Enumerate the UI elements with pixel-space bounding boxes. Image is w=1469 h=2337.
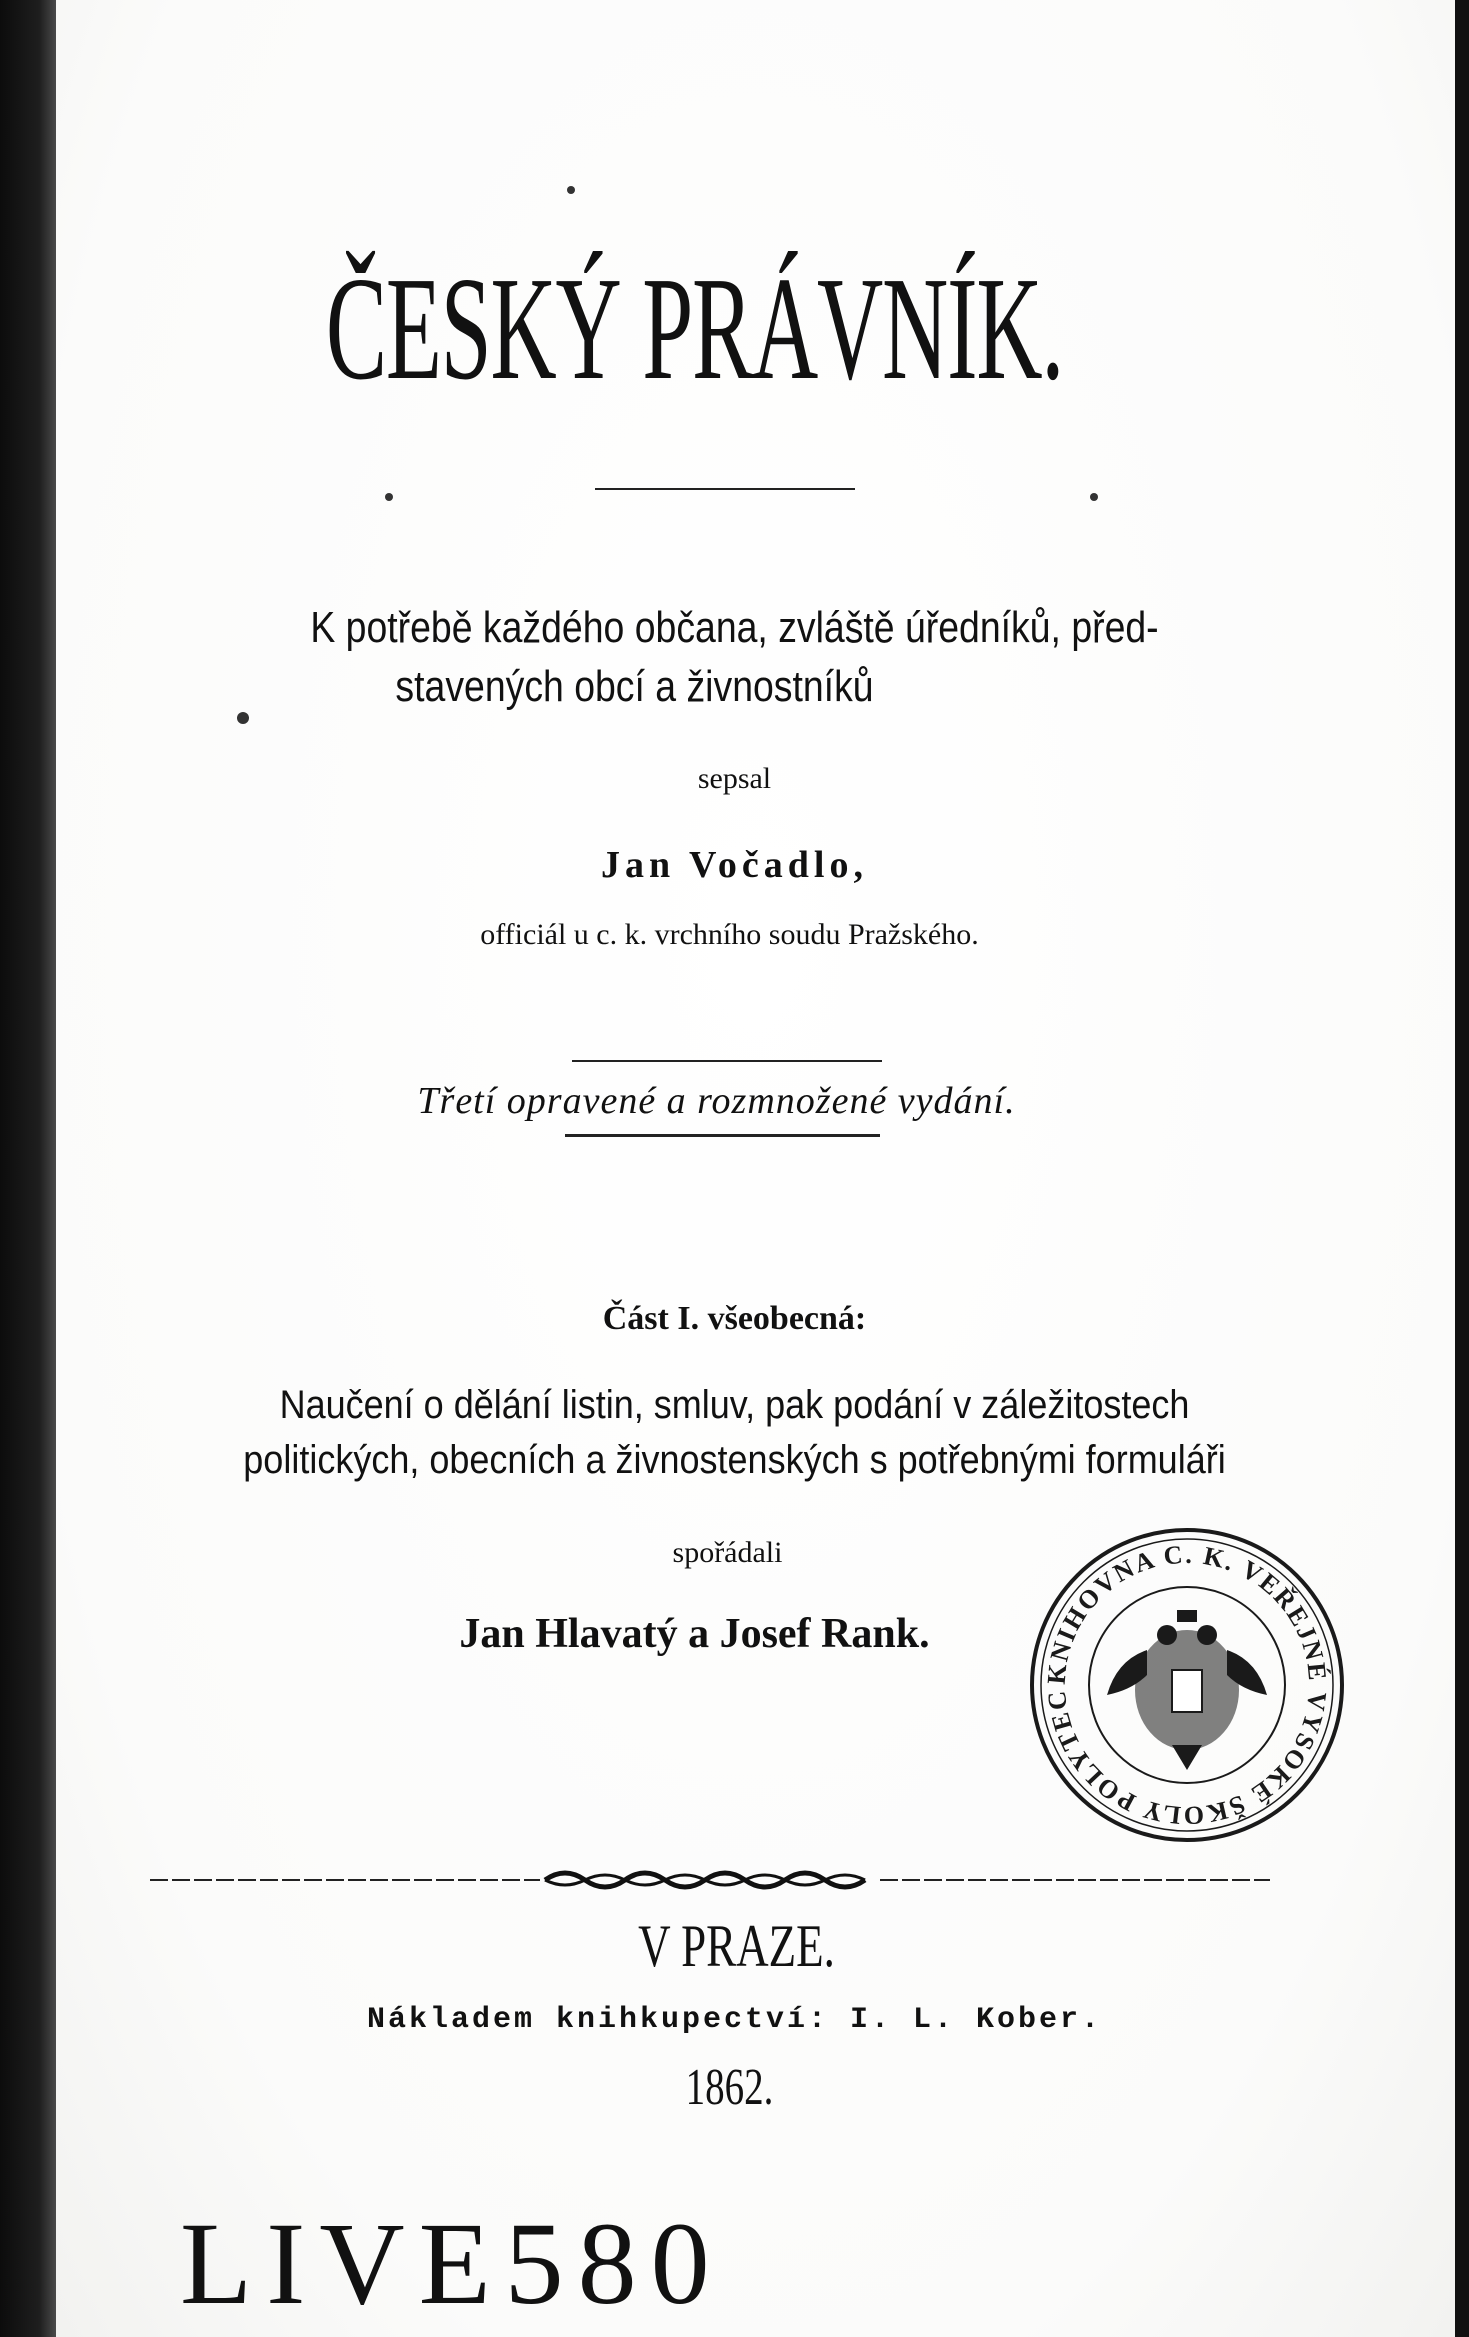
edition-rule-bottom bbox=[565, 1134, 880, 1137]
author-position: officiál u c. k. vrchního soudu Pražského. bbox=[480, 918, 979, 951]
subtitle-line-2: stavených obcí a živnostníků bbox=[395, 662, 874, 711]
ornamental-divider bbox=[150, 1865, 1270, 1895]
book-title: ČESKÝ PRÁVNÍK. bbox=[325, 247, 1064, 411]
speck bbox=[567, 186, 575, 194]
imprint-year: 1862. bbox=[685, 2059, 774, 2116]
library-shelfmark: LIVE580 bbox=[180, 2198, 724, 2329]
speck bbox=[385, 493, 393, 501]
speck bbox=[237, 712, 249, 724]
imprint-place: V PRAZE. bbox=[638, 1913, 835, 1979]
edition-rule-top bbox=[572, 1060, 882, 1062]
arranged-by-label: spořádali bbox=[672, 1536, 783, 1569]
scan-edge-left bbox=[0, 0, 56, 2337]
subtitle-line-1: K potřebě každého občana, zvláště úředníků, před- bbox=[310, 603, 1159, 652]
editors: Jan Hlavatý a Josef Rank. bbox=[459, 1611, 930, 1657]
double-headed-eagle-icon bbox=[1107, 1610, 1267, 1770]
title-rule bbox=[595, 488, 855, 490]
imprint-publisher: Nákladem knihkupectví: I. L. Kober. bbox=[366, 2003, 1103, 2037]
speck bbox=[1090, 493, 1098, 501]
part-description-line-2: politických, obecních a živnostenských s potřebnými formuláři bbox=[243, 1438, 1226, 1482]
library-stamp bbox=[1022, 1520, 1352, 1850]
part-heading: Část I. všeobecná: bbox=[602, 1300, 867, 1337]
part-description-line-1: Naučení o dělání listin, smluv, pak podání v záležitostech bbox=[279, 1383, 1190, 1427]
stamp-text: KNIHOVNA C. K. VEŘEJNÉ VYSOKÉ ŠKOLY POLYTEC bbox=[1041, 1539, 1333, 1831]
edition-note: Třetí opravené a rozmnožené vydání. bbox=[417, 1080, 1016, 1122]
author-name: Jan Vočadlo, bbox=[601, 844, 868, 886]
scan-edge-right bbox=[1455, 0, 1469, 2337]
compiled-by-label: sepsal bbox=[697, 762, 772, 795]
